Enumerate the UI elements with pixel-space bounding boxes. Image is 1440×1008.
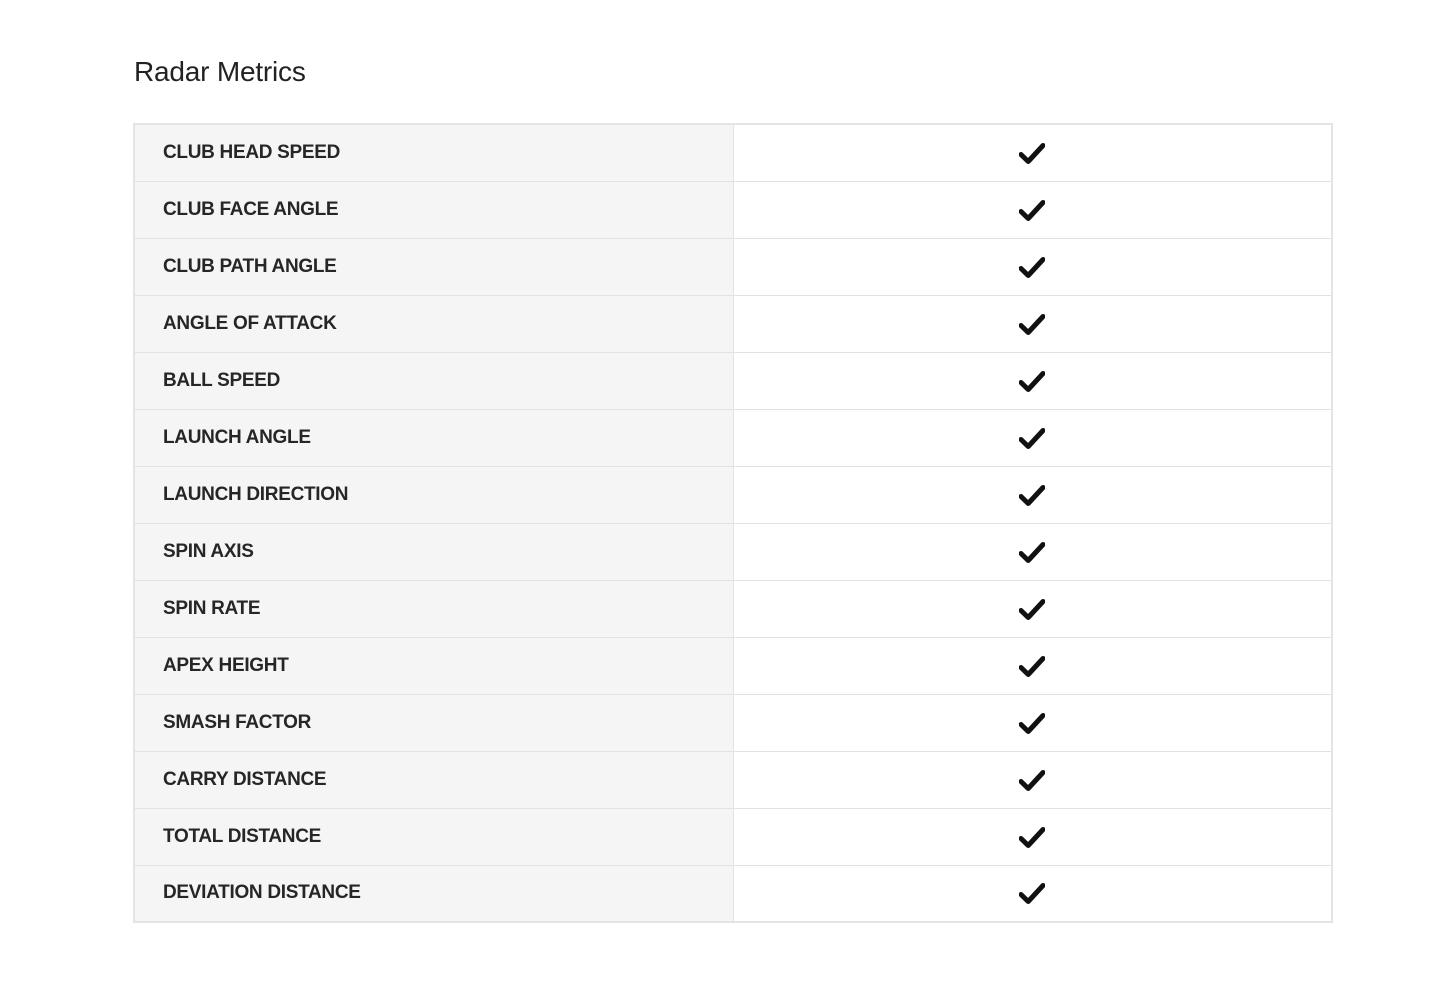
table-row xyxy=(134,238,1332,295)
table-row xyxy=(134,124,1332,181)
checkmark-icon xyxy=(1019,655,1045,677)
table-row xyxy=(134,295,1332,352)
metric-support-cell xyxy=(733,580,1332,637)
table-row xyxy=(134,466,1332,523)
metric-support-cell xyxy=(733,523,1332,580)
metric-label: CARRY DISTANCE xyxy=(134,751,733,808)
page-title: Radar Metrics xyxy=(134,56,306,87)
metric-label: LAUNCH DIRECTION xyxy=(134,466,733,523)
metric-label: LAUNCH ANGLE xyxy=(134,409,733,466)
metric-label: TOTAL DISTANCE xyxy=(134,808,733,865)
checkmark-icon xyxy=(1019,826,1045,848)
metric-support-cell xyxy=(733,466,1332,523)
table-row xyxy=(134,751,1332,808)
metric-support-cell xyxy=(733,808,1332,865)
table-row xyxy=(134,181,1332,238)
table-row xyxy=(134,409,1332,466)
metric-label: SMASH FACTOR xyxy=(134,694,733,751)
checkmark-icon xyxy=(1019,769,1045,791)
table-row xyxy=(134,865,1332,922)
metric-support-cell xyxy=(733,865,1332,922)
table-row xyxy=(134,352,1332,409)
metric-support-cell xyxy=(733,181,1332,238)
metric-label: SPIN RATE xyxy=(134,580,733,637)
metric-label: CLUB PATH ANGLE xyxy=(134,238,733,295)
checkmark-icon xyxy=(1019,541,1045,563)
metric-support-cell xyxy=(733,295,1332,352)
metric-support-cell xyxy=(733,637,1332,694)
metric-support-cell xyxy=(733,124,1332,181)
metric-label: ANGLE OF ATTACK xyxy=(134,295,733,352)
table-row xyxy=(134,523,1332,580)
checkmark-icon xyxy=(1019,256,1045,278)
checkmark-icon xyxy=(1019,484,1045,506)
checkmark-icon xyxy=(1019,712,1045,734)
checkmark-icon xyxy=(1019,313,1045,335)
radar-metrics-table xyxy=(133,123,1333,923)
metric-label: CLUB FACE ANGLE xyxy=(134,181,733,238)
checkmark-icon xyxy=(1019,598,1045,620)
table-row xyxy=(134,580,1332,637)
metric-support-cell xyxy=(733,409,1332,466)
table-row xyxy=(134,637,1332,694)
metric-support-cell xyxy=(733,238,1332,295)
metric-support-cell xyxy=(733,352,1332,409)
checkmark-icon xyxy=(1019,882,1045,904)
metric-label: CLUB HEAD SPEED xyxy=(134,124,733,181)
table-row xyxy=(134,808,1332,865)
table-row xyxy=(134,694,1332,751)
metric-support-cell xyxy=(733,751,1332,808)
checkmark-icon xyxy=(1019,370,1045,392)
metrics-table-body xyxy=(134,124,1332,922)
metric-label: SPIN AXIS xyxy=(134,523,733,580)
metric-label: APEX HEIGHT xyxy=(134,637,733,694)
checkmark-icon xyxy=(1019,427,1045,449)
metric-label: BALL SPEED xyxy=(134,352,733,409)
metric-label: DEVIATION DISTANCE xyxy=(134,865,733,922)
checkmark-icon xyxy=(1019,199,1045,221)
metric-support-cell xyxy=(733,694,1332,751)
checkmark-icon xyxy=(1019,142,1045,164)
